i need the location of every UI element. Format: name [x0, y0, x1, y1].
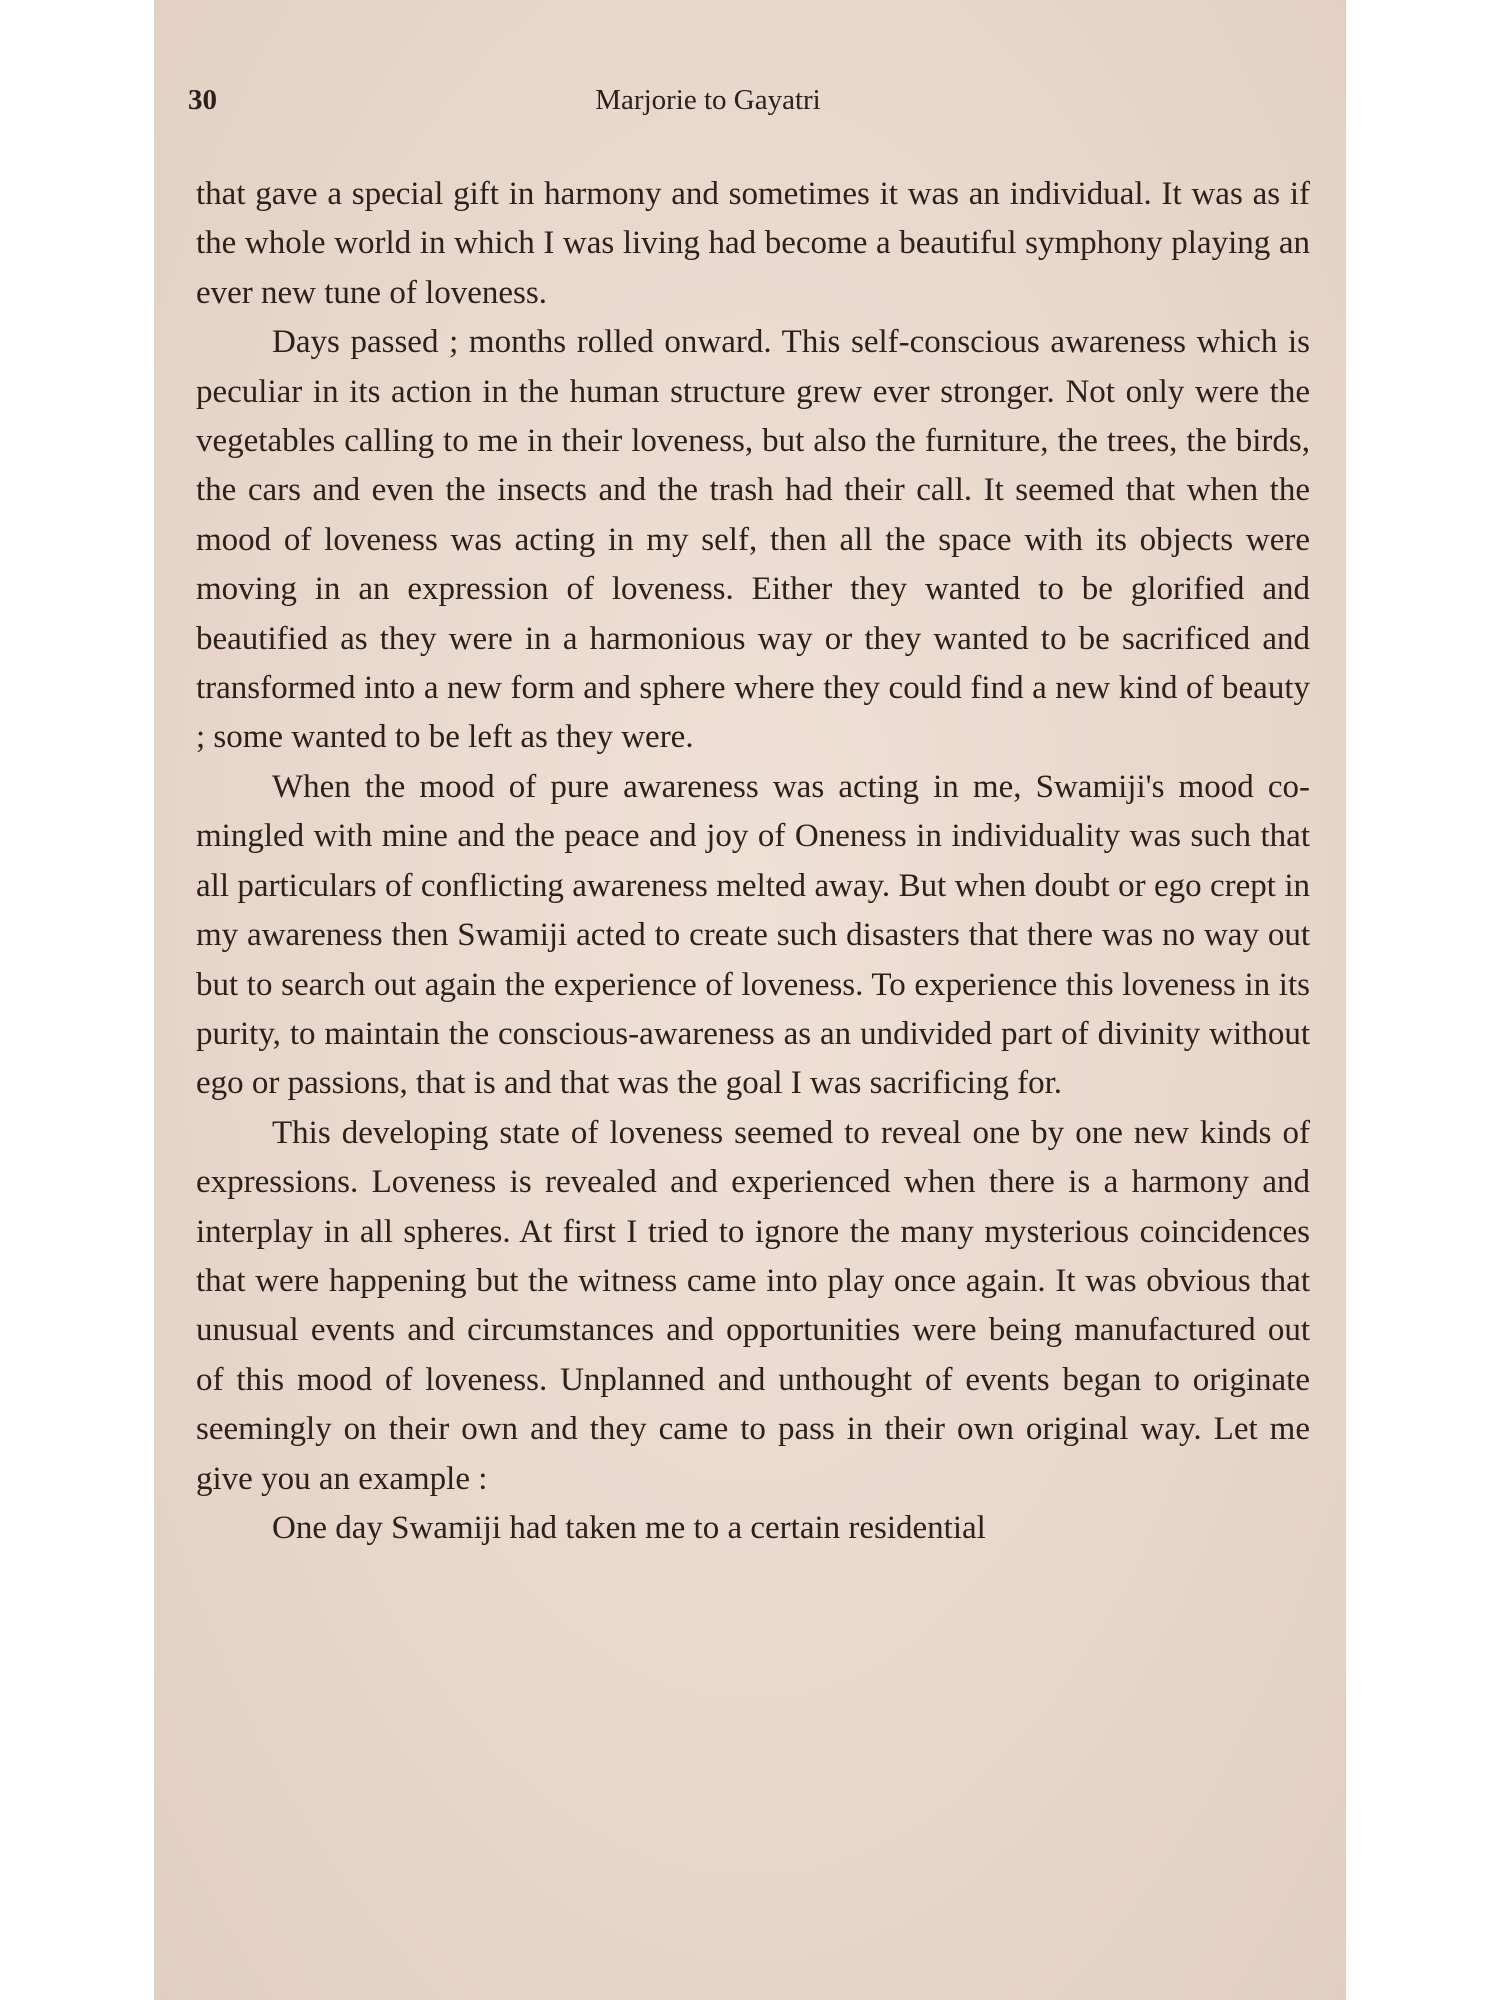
paragraph-5: One day Swamiji had taken me to a certain residential — [272, 1509, 986, 1546]
body-text — [196, 170, 1310, 1553]
paragraph-2: Days passed ; months rolled onward. This self-conscious awareness which is peculiar in its action in the human structure grew ever stronger. Not only were the vegetables calling to me in their loveness, but also the furniture, the trees, the birds, the cars and even the insects and the trash had their call. It seemed that when the mood of loveness was acting in my self, then all the space with its objects were moving in an expression of loveness. Either they wanted to be glorified and beautified as they were in a harmonious way or they wanted to be sacrificed and transformed into a new form and sphere where they could find a new kind of beauty ; some wanted to be left as they were. — [196, 324, 1310, 756]
running-head — [188, 84, 1228, 124]
paragraph-3: When the mood of pure awareness was acting in me, Swamiji's mood co-mingled with mine and the peace and joy of Oneness in individuality was such that all particulars of conflicting awareness melted away. But when doubt or ego crept in my awareness then Swamiji acted to create such disasters that there was no way out but to search out again the experience of loveness. To experience this loveness in its purity, to maintain the conscious-awareness as an undivided part of divinity without ego or passions, that is and that was the goal I was sacrificing for. — [196, 768, 1310, 1102]
page-number: 30 — [188, 84, 217, 116]
paragraph-1: that gave a special gift in harmony and sometimes it was an individual. It was as if the whole world in which I was living had become a beautiful symphony playing an ever new tune of loveness. — [196, 176, 1310, 311]
paragraph-4: This developing state of loveness seemed to reveal one by one new kinds of expressions. Loveness is revealed and experienced when there is a harmony and interplay in all spheres. At first I tried to ignore the many mysterious coincidences that were happening but the witness came into play once again. It was obvious that unusual events and circumstances and opportunities were being manufactured out of this mood of loveness. Unplanned and unthought of events began to originate seemingly on their own and they came to pass in their own original way. Let me give you an example : — [196, 1114, 1310, 1497]
book-title: Marjorie to Gayatri — [595, 84, 821, 116]
